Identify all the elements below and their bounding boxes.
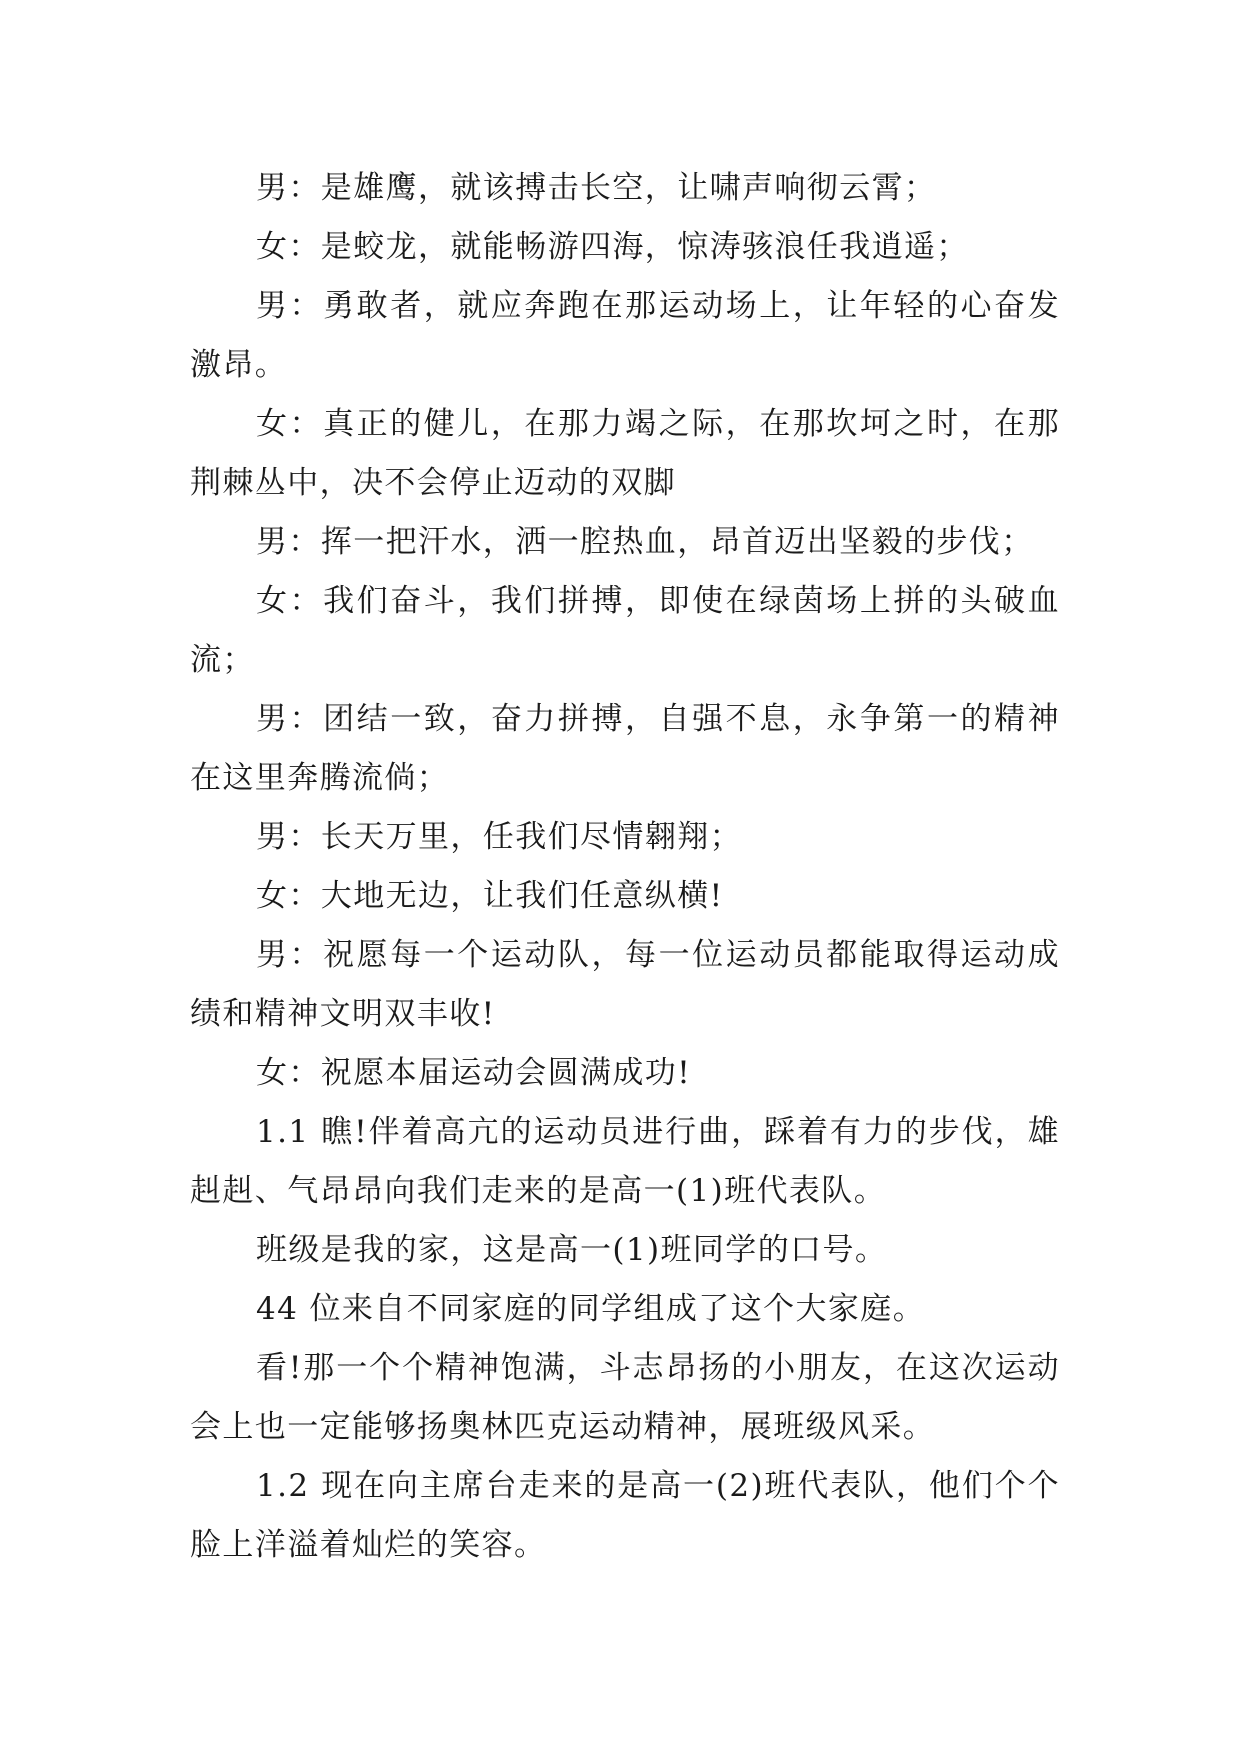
paragraph: 女：是蛟龙，就能畅游四海，惊涛骇浪任我逍遥； <box>256 229 969 265</box>
paragraph: 女：真正的健儿，在那力竭之际，在那坎坷之时，在那荆棘丛中，决不会停止迈动的双脚 <box>190 406 1060 501</box>
paragraph: 男：团结一致，奋力拼搏，自强不息，永争第一的精神在这里奔腾流倘； <box>190 701 1060 796</box>
paragraph: 44 位来自不同家庭的同学组成了这个大家庭。 <box>256 1291 926 1327</box>
paragraph: 男：长天万里，任我们尽情翱翔； <box>256 819 742 855</box>
paragraph: 男：挥一把汗水，洒一腔热血，昂首迈出坚毅的步伐； <box>256 524 1034 560</box>
paragraph: 男：是雄鹰，就该搏击长空，让啸声响彻云霄； <box>256 170 937 206</box>
paragraph: 看!那一个个精神饱满，斗志昂扬的小朋友，在这次运动会上也一定能够扬奥林匹克运动精神，展班级风采。 <box>190 1350 1060 1445</box>
document-body <box>190 159 1060 1575</box>
paragraph: 女：大地无边，让我们任意纵横! <box>256 878 724 914</box>
paragraph: 1.1 瞧!伴着高亢的运动员进行曲，踩着有力的步伐，雄赳赳、气昂昂向我们走来的是高一(1)班代表队。 <box>190 1114 1060 1209</box>
paragraph: 男：祝愿每一个运动队，每一位运动员都能取得运动成绩和精神文明双丰收! <box>190 937 1060 1032</box>
paragraph: 1.2 现在向主席台走来的是高一(2)班代表队，他们个个脸上洋溢着灿烂的笑容。 <box>190 1468 1060 1563</box>
paragraph: 女：祝愿本届运动会圆满成功! <box>256 1055 692 1091</box>
paragraph: 女：我们奋斗，我们拼搏，即使在绿茵场上拼的头破血流； <box>190 583 1060 678</box>
paragraph: 男：勇敢者，就应奔跑在那运动场上，让年轻的心奋发激昂。 <box>190 288 1060 383</box>
paragraph: 班级是我的家，这是高一(1)班同学的口号。 <box>256 1232 888 1268</box>
